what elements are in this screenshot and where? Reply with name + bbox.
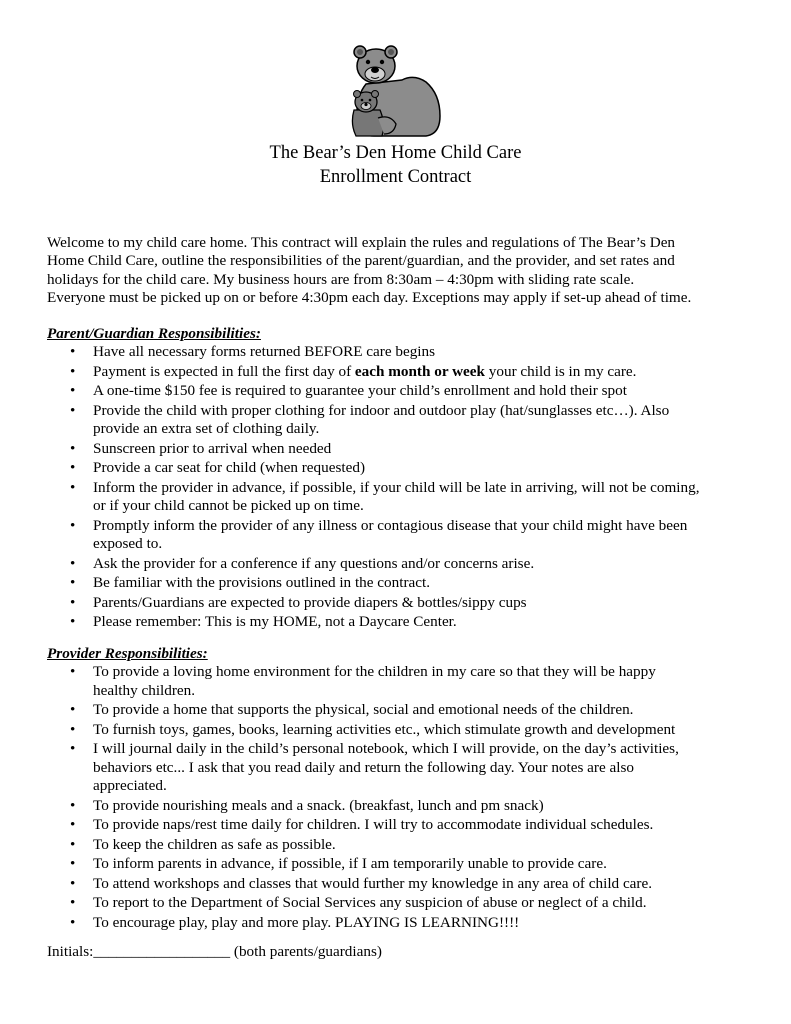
bullet-icon: • [70,796,76,814]
list-item-text: behaviors etc... I ask that you read daily and return the following day. Your notes are also [93,758,634,776]
initials-line: Initials:__________________ (both parents/guardians) [47,943,382,960]
bullet-icon: • [70,593,76,611]
list-item [47,594,759,612]
bullet-icon: • [70,478,76,496]
list-item-text: To keep the children as safe as possible. [93,835,336,853]
list-item-text: Promptly inform the provider of any illness or contagious disease that your child might have been [93,516,688,534]
bullet-icon: • [70,613,76,631]
list-item-text: A one-time $150 fee is required to guarantee your child’s enrollment and hold their spot [93,382,627,400]
list-item-text: I will journal daily in the child’s personal notebook, which I will provide, on the day’s activities, [93,740,679,758]
bullet-icon: • [70,913,76,931]
list-item-text: Ask the provider for a conference if any questions and/or concerns arise. [93,554,535,572]
list-item [47,663,759,700]
list-item-text: Sunscreen prior to arrival when needed [93,439,332,457]
bear-logo-icon [344,44,444,140]
list-item-text: Please remember: This is my HOME, not a Daycare Center. [93,613,457,631]
list-item-text: appreciated. [93,777,167,795]
bullet-icon: • [70,574,76,592]
bullet-icon: • [70,382,76,400]
list-item-text: Parents/Guardians are expected to provide diapers & bottles/sippy cups [93,593,527,611]
list-item-text [93,363,759,381]
bullet-icon: • [70,816,76,834]
list-item [47,914,759,932]
bullet-icon: • [70,516,76,534]
list-item-text: To provide nourishing meals and a snack. (breakfast, lunch and pm snack) [93,796,544,814]
bullet-icon: • [70,401,76,419]
list-item-text: To attend workshops and classes that would further my knowledge in any area of child care. [93,874,653,892]
list-item [47,555,759,573]
list-item [47,836,759,854]
bullet-icon: • [70,362,76,380]
bullet-icon: • [70,554,76,572]
list-item-text: To provide a loving home environment for the children in my care so that they will be happy [93,663,656,681]
list-item [47,363,759,381]
list-item-text: healthy children. [93,681,196,699]
intro-line: Home Child Care, outline the responsibilities of the parent/guardian, and the provider, and set rates and [47,252,675,270]
bullet-icon: • [70,459,76,477]
list-item-text: provide an extra set of clothing daily. [93,420,320,438]
list-item [47,740,759,795]
list-item-text: To encourage play, play and more play. PLAYING IS LEARNING!!!! [93,913,520,931]
list-item [47,402,759,439]
list-item-post-text: your child is in my care. [485,362,637,380]
list-item-text: To provide naps/rest time daily for children. I will try to accommodate individual schedules. [93,816,654,834]
list-item [47,875,759,893]
list-item-text: exposed to. [93,535,163,553]
bullet-icon: • [70,740,76,758]
intro-line: Welcome to my child care home. This contract will explain the rules and regulations of The Bear’s Den [47,234,676,251]
parent-section [47,325,759,633]
list-item [47,855,759,873]
intro-paragraph [47,234,759,308]
bullet-icon: • [70,343,76,361]
list-item-text: Provide the child with proper clothing for indoor and outdoor play (hat/sunglasses etc…). Also [93,401,670,419]
list-item [47,894,759,912]
list-item-pre-text: Payment is expected in full the first day of [93,362,355,380]
provider-heading: Provider Responsibilities: [47,645,208,662]
list-item [47,343,759,361]
list-item [47,816,759,834]
page-subtitle: Enrollment Contract [319,167,472,187]
list-item [47,459,759,477]
list-item-text: or if your child cannot be picked up on time. [93,497,364,515]
bullet-icon: • [70,439,76,457]
intro-line: holidays for the child care. My business hours are from 8:30am – 4:30pm with sliding rate scale. [47,270,635,288]
list-item-text: Be familiar with the provisions outlined in the contract. [93,574,431,592]
list-item [47,440,759,458]
bullet-icon: • [70,720,76,738]
bullet-icon: • [70,701,76,719]
list-item-text: Provide a car seat for child (when requested) [93,459,365,477]
parent-heading: Parent/Guardian Responsibilities: [47,325,261,342]
list-item-text: To report to the Department of Social Services any suspicion of abuse or neglect of a child. [93,894,647,912]
list-item [47,613,759,631]
parent-list [47,343,759,632]
list-item [47,517,759,554]
bullet-icon: • [70,874,76,892]
page-title: The Bear’s Den Home Child Care [269,143,522,163]
bullet-icon: • [70,663,76,681]
bullet-icon: • [70,894,76,912]
list-item [47,797,759,815]
list-item-text: To provide a home that supports the physical, social and emotional needs of the children. [93,701,634,719]
list-item-bold-text: each month or week [354,362,485,380]
list-item [47,382,759,400]
provider-section [47,645,759,933]
list-item [47,479,759,516]
list-item-text: Inform the provider in advance, if possible, if your child will be late in arriving, will not be coming, [93,478,700,496]
intro-line: Everyone must be picked up on or before 4:30pm each day. Exceptions may apply if set-up ahead of time. [47,289,692,307]
list-item [47,574,759,592]
list-item-text: Have all necessary forms returned BEFORE care begins [93,343,436,361]
list-item [47,701,759,719]
list-item-text: To inform parents in advance, if possible, if I am temporarily unable to provide care. [93,855,607,873]
list-item-text: To furnish toys, games, books, learning activities etc., which stimulate growth and development [93,720,676,738]
bullet-icon: • [70,835,76,853]
bullet-icon: • [70,855,76,873]
provider-list [47,663,759,933]
list-item [47,721,759,739]
